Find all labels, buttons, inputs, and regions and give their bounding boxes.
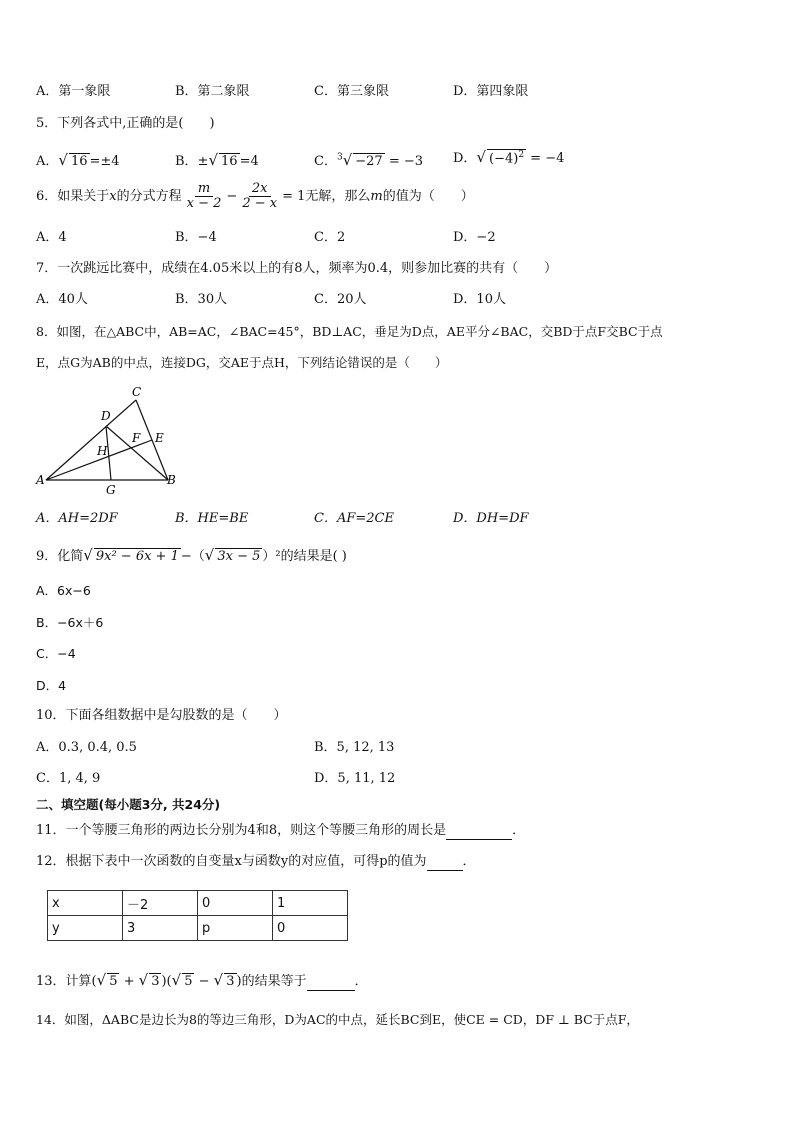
figure-label-b: B <box>167 473 176 487</box>
q11-answer-blank <box>446 823 512 840</box>
q7-option-c: C．20人 <box>314 292 367 307</box>
q4-option-b: B．第二象限 <box>175 84 250 99</box>
q12-value-table <box>47 890 348 941</box>
q9-option-a: A．6x−6 <box>36 583 91 598</box>
figure-label-g: G <box>106 483 116 497</box>
q8-stem-line2: E，点G为AB的中点，连接DG，交AE于点H，下列结论错误的是（ ） <box>36 355 448 370</box>
q10-option-a: A．0.3, 0.4, 0.5 <box>36 740 137 755</box>
table-cell: x <box>48 891 123 916</box>
q7-option-d: D．10人 <box>453 292 506 307</box>
q4-option-d: D．第四象限 <box>453 84 529 99</box>
q7-option-b: B．30人 <box>175 292 228 307</box>
q6-stem: 6．如果关于 x 的分式方程 $\frac{m}{x - 2}$ − $\frac{2x}{2 - x}$ = 1无解，那么 m 的值为（ ） <box>36 181 474 212</box>
q6-fraction-1: $\frac{m}{x - 2}$ <box>186 181 222 212</box>
q4-option-c: C．第三象限 <box>314 84 389 99</box>
q9-stem: 9．化简√ 9x² − 6x + 1 −（√ 3x − 5 ）²的结果是( ) <box>36 546 347 564</box>
table-row <box>48 891 348 916</box>
q14-stem-line1: 14．如图，ΔABC是边长为8的等边三角形，D为AC的中点，延长BC到E，使CE = CD，DF ⊥ BC于点F， <box>36 1012 639 1027</box>
q8-stem-line1: 8．如图，在△ABC中，AB=AC，∠BAC=45°，BD⊥AC，垂足为D点，AE平分∠BAC，交BD于点F交BC于点 <box>36 324 663 339</box>
table-cell: y <box>48 916 123 941</box>
table-cell: 1 <box>273 891 348 916</box>
q4-option-a: A．第一象限 <box>36 84 111 99</box>
q5-option-c: C．$^3$√ −27 = −3 <box>314 151 424 169</box>
figure-label-e: E <box>155 431 164 445</box>
q8-option-c: C．AF=2CE <box>314 511 394 526</box>
q5-option-b: B．±√ 16 =4 <box>175 151 259 169</box>
q6-fraction-2: $\frac{2x}{2 - x}$ <box>242 181 278 212</box>
q10-option-b: B．5, 12, 13 <box>314 740 395 755</box>
q12-stem: 12．根据下表中一次函数的自变量x与函数y的对应值，可得p的值为 ． <box>36 854 476 869</box>
table-cell: 0 <box>273 916 348 941</box>
table-row <box>48 916 348 941</box>
q8-triangle-figure <box>30 380 190 498</box>
figure-label-d: D <box>101 409 111 423</box>
table-cell: －2 <box>123 891 198 916</box>
table-cell: p <box>198 916 273 941</box>
q9-option-c: C．−4 <box>36 646 76 661</box>
figure-label-a: A <box>36 473 45 487</box>
q5-option-a: A．√ 16 =±4 <box>36 151 120 169</box>
q13-stem: 13．计算(√ 5 + √ 3 )(√ 5 − √ 3 )的结果等于 ． <box>36 971 368 989</box>
q9-option-d: D．4 <box>36 678 67 693</box>
figure-label-f: F <box>132 431 141 445</box>
q6-option-a: A．4 <box>36 230 67 245</box>
q9-option-b: B．−6x＋6 <box>36 615 104 630</box>
q5-option-d: D．√ $(-4)^2 = -4$ <box>453 148 565 166</box>
q5-stem: 5．下列各式中,正确的是( ) <box>36 116 215 131</box>
q8-option-b: B．HE=BE <box>175 511 249 526</box>
q6-option-d: D．−2 <box>453 230 496 245</box>
table-cell: 3 <box>123 916 198 941</box>
figure-label-c: C <box>132 385 142 399</box>
q11-stem: 11．一个等腰三角形的两边长分别为4和8，则这个等腰三角形的周长是 ． <box>36 823 526 838</box>
section-title-fill-in: 二、填空题(每小题3分, 共24分) <box>36 797 221 812</box>
q8-option-d: D．DH=DF <box>453 511 529 526</box>
q10-option-d: D．5, 11, 12 <box>314 771 396 786</box>
q12-answer-blank <box>427 854 463 871</box>
table-cell: 0 <box>198 891 273 916</box>
q8-option-a: A．AH=2DF <box>36 511 118 526</box>
q7-option-a: A．40人 <box>36 292 88 307</box>
q6-option-c: C．2 <box>314 230 346 245</box>
q6-option-b: B．−4 <box>175 230 217 245</box>
figure-label-h: H <box>97 444 108 458</box>
q10-option-c: C．1, 4, 9 <box>36 771 101 786</box>
q13-answer-blank <box>307 974 355 991</box>
q10-stem: 10．下面各组数据中是勾股数的是（ ） <box>36 708 287 723</box>
q7-stem: 7．一次跳远比赛中，成绩在4.05米以上的有8人，频率为0.4，则参加比赛的共有（ ） <box>36 261 558 276</box>
